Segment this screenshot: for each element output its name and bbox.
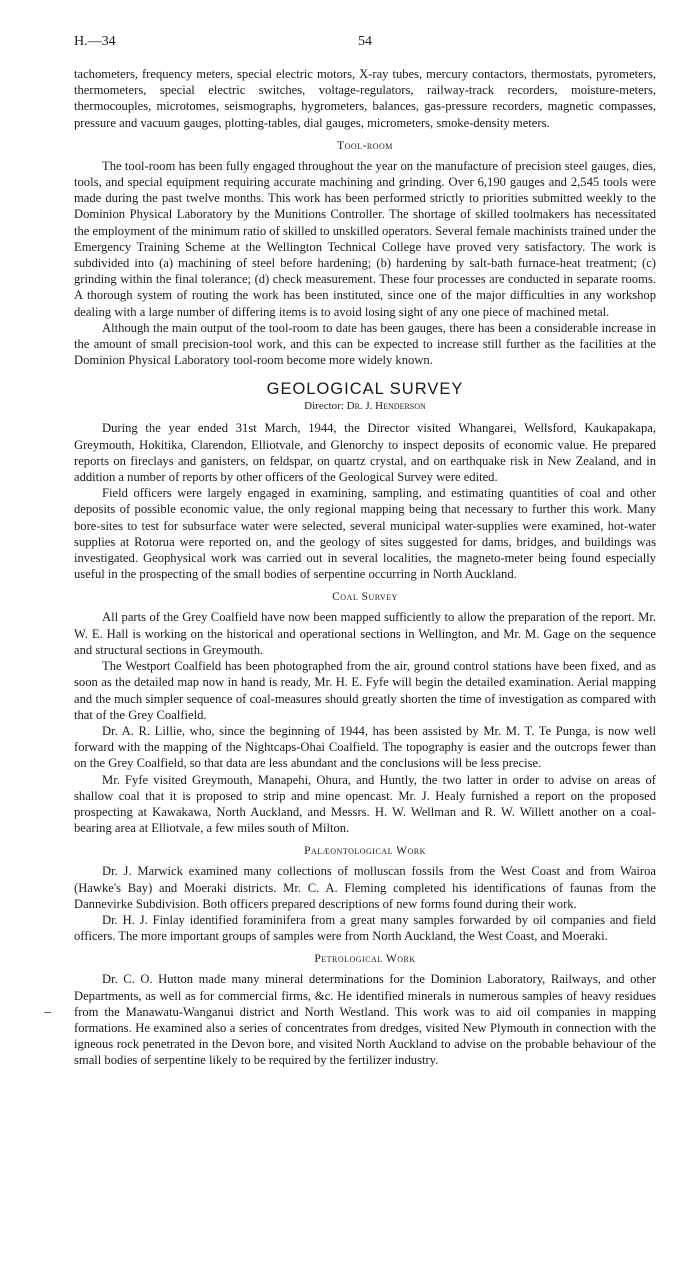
toolroom-paragraph-2: Although the main output of the tool-room to date has been gauges, there has been a considerable increase in the amount of small precision-tool work, and this can be expected to increase still further as the facilities at the Dominion Physical Laboratory tool-room become more widely known. [74, 320, 656, 368]
intro-paragraph: tachometers, frequency meters, special electric motors, X-ray tubes, mercury contactors, thermostats, pyrometers, thermometers, special electric switches, voltage-regulators, railway-track recorders, moisture-meters, thermocouples, microtomes, seismographs, hygrometers, balances, gas-pressure recorders, magnetic compasses, pressure and vacuum gauges, plotting-tables, dial gauges, micrometers, smoke-density meters. [74, 67, 656, 130]
page-body [74, 66, 656, 1069]
geological-paragraph-1: During the year ended 31st March, 1944, the Director visited Whangarei, Wellsford, Kaukapakapa, Greymouth, Hokitika, Clarendon, Elliotvale, and Glenorchy to inspect deposits of economic value. He prepared reports on fireclays and ganisters, on feldspar, on quartz crystal, and on earthquake risk in New Zealand, and in addition a number of reports by other officers of the Geological Survey were edited. [74, 421, 656, 485]
director-label: Director: [304, 400, 344, 413]
coal-survey-heading: Coal Survey [332, 591, 398, 604]
page-header [74, 34, 656, 52]
page-number: 54 [358, 34, 372, 49]
coal-paragraph-2: The Westport Coalfield has been photographed from the air, ground control stations have been fixed, and as soon as the detailed map now in hand is ready, Mr. H. E. Fyfe will begin the detailed examination. Aerial mapping and the much simpler sequence of coal-measures should greatly shorten the time of investigation as compared with that of the Grey Coalfield. [74, 659, 656, 722]
palaeo-paragraph-2: Dr. H. J. Finlay identified foraminifera from a great many samples forwarded by oil companies and field officers. The more important groups of samples were from North Auckland, the West Coast, and Moeraki. [74, 912, 656, 944]
coal-paragraph-4: Mr. Fyfe visited Greymouth, Manapehi, Ohura, and Huntly, the two latter in order to advise on areas of shallow coal that it is proposed to strip and mine opencast. Mr. J. Healy furnished a report on the proposed prospecting at Kawakawa, North Auckland, and Messrs. H. W. Wellman and R. W. Willett another on a coal-bearing area at Elliotvale, a few miles south of Milton. [74, 772, 656, 836]
toolroom-paragraph-1: The tool-room has been fully engaged throughout the year on the manufacture of precision steel gauges, dies, tools, and special equipment requiring accurate machining and grinding. Over 6,190 gauges and 2,545 tools were made during the past twelve months. This work has been performed strictly to priorities submitted weekly to the Dominion Physical Laboratory by the Munitions Controller. The shortage of skilled toolmakers has necessitated the employment of the minimum ratio of skilled to unskilled operators. Several female machinists trained under the Emergency Training Scheme at the Wellington Technical College have proved very satisfactory. The work is subdivided into (a) machining of steel before hardening; (b) hardening by salt-bath furnace-heat treatment; (c) grinding within the final tolerance; (d) check measurement. These four processes are conducted in separate rooms. A thorough system of routing the work has been instituted, since one of the major difficulties in any workshop dealing with a large number of differing items is to avoid losing sight of any one piece of machined metal. [74, 158, 656, 319]
coal-paragraph-1: All parts of the Grey Coalfield have now been mapped sufficiently to allow the preparation of the report. Mr. W. E. Hall is working on the historical and operational sections in Wellington, and Mr. M. Gage on the sequence and structural sections in Greymouth. [74, 610, 656, 657]
document-reference: H.—34 [74, 34, 116, 49]
margin-mark [44, 1012, 51, 1013]
toolroom-heading: Tool-room [337, 139, 393, 152]
director-line [74, 400, 656, 412]
palaeo-paragraph-1: Dr. J. Marwick examined many collections of molluscan fossils from the West Coast and from Wairoa (Hawke's Bay) and Moeraki districts. Mr. C. A. Fleming completed his identifications of faunas from the Dannevirke Subdivision. Both officers prepared descriptions of new forms found during their work. [74, 864, 656, 911]
palaeontological-heading: Palæontological Work [304, 845, 426, 858]
director-name: Dr. J. Henderson [346, 400, 426, 413]
geological-survey-heading: GEOLOGICAL SURVEY [266, 380, 464, 399]
coal-paragraph-3: Dr. A. R. Lillie, who, since the beginning of 1944, has been assisted by Mr. M. T. Te Punga, is now well forward with the mapping of the Nightcaps-Ohai Coalfield. The topography is easier and the outcrops fewer than on the Grey Coalfield, so that data are less abundant and the conclusions will be less precise. [74, 723, 656, 771]
geological-paragraph-2: Field officers were largely engaged in examining, sampling, and estimating quantities of coal and other deposits of possible economic value, the only regional mapping being that necessary to further this work. Many bore-sites to test for subsurface water were selected, several municipal water-supplies were examined, hot-water supplies at Rotorua were reported on, and the geology of sites suggested for dams, bridges, and buildings was investigated. Geophysical work was carried out in several localities, the magneto-meter being found especially useful in the prospecting of the small bodies of serpentine occurring in North Auckland. [74, 486, 656, 582]
petrological-heading: Petrological Work [314, 953, 416, 966]
petro-paragraph-1: Dr. C. O. Hutton made many mineral determinations for the Dominion Laboratory, Railways, and other Departments, as well as for commercial firms, &c. He identified minerals in numerous samples of heavy residues from the Manawatu-Wanganui district and North Westland. This work was to aid oil companies in mapping formations. He examined also a series of concentrates from dredges, visited New Plymouth in connection with the igneous rock penetrated in the Devon bore, and visited North Auckland to advise on the probable behaviour of the small bodies of serpentine likely to be required by the fertilizer industry. [74, 972, 656, 1068]
